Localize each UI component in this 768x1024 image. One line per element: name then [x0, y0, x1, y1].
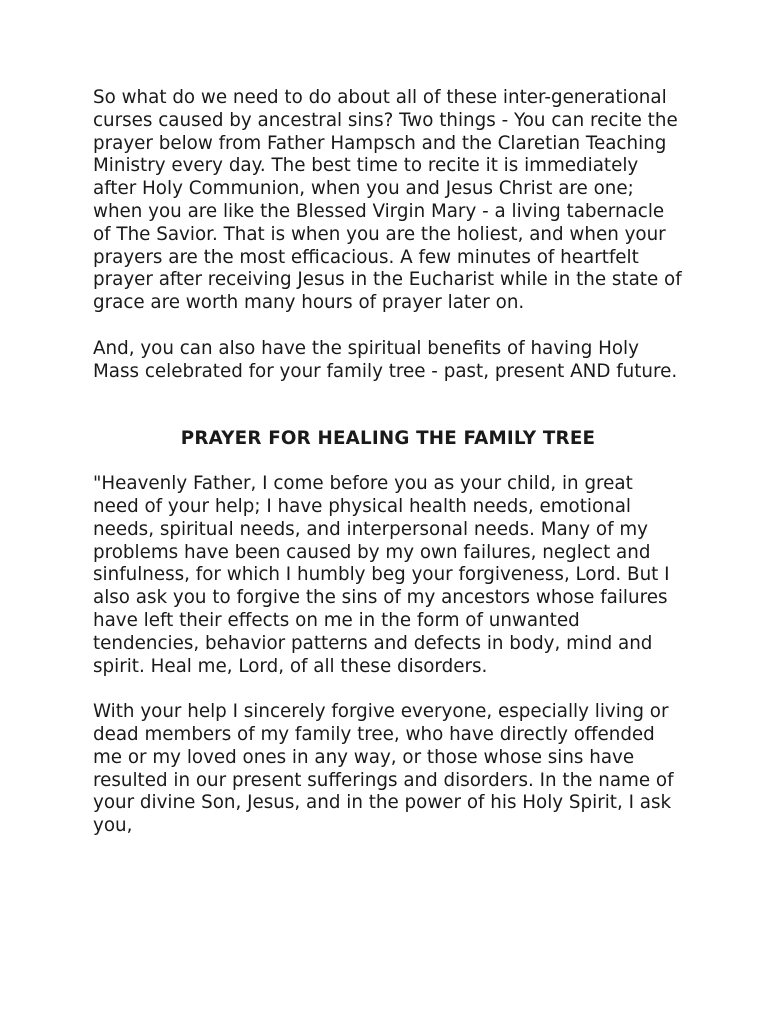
document-body: [93, 87, 683, 861]
intro-paragraph-2: And, you can also have the spiritual benefits of having Holy Mass celebrated for your family tree - past, present AND future.: [93, 337, 678, 382]
prayer-paragraph-1: "Heavenly Father, I come before you as your child, in great need of your help; I have physical health needs, emotional needs, spiritual needs, and interpersonal needs. Many of my problems have been caused by my own failures, neglect and sinfulness, for which I humbly beg your forgiveness, Lord. But I also ask you to forgive the sins of my ancestors whose failures have left their effects on me in the form of unwanted tendencies, behavior patterns and defects in body, mind and spirit. Heal me, Lord, of all these disorders.: [93, 473, 670, 677]
prayer-heading: PRAYER FOR HEALING THE FAMILY TREE: [180, 428, 596, 450]
prayer-paragraph-2: With your help I sincerely forgive everyone, especially living or dead members of my family tree, who have directly offended me or my loved ones in any way, or those whose sins have resulted in our present sufferings and disorders. In the name of your divine Son, Jesus, and in the power of his Holy Spirit, I ask you,: [93, 701, 674, 837]
intro-paragraph-1: So what do we need to do about all of these inter-generational curses caused by ancestral sins? Two things - You can recite the prayer below from Father Hampsch and the Claretian Teaching Ministry every day. The best time to recite it is immediately after Holy Communion, when you and Jesus Christ are one; when you are like the Blessed Virgin Mary - a living tabernacle of The Savior. That is when you are the holiest, and when your prayers are the most efficacious. A few minutes of heartfelt prayer after receiving Jesus in the Eucharist while in the state of grace are worth many hours of prayer later on.: [93, 87, 682, 314]
